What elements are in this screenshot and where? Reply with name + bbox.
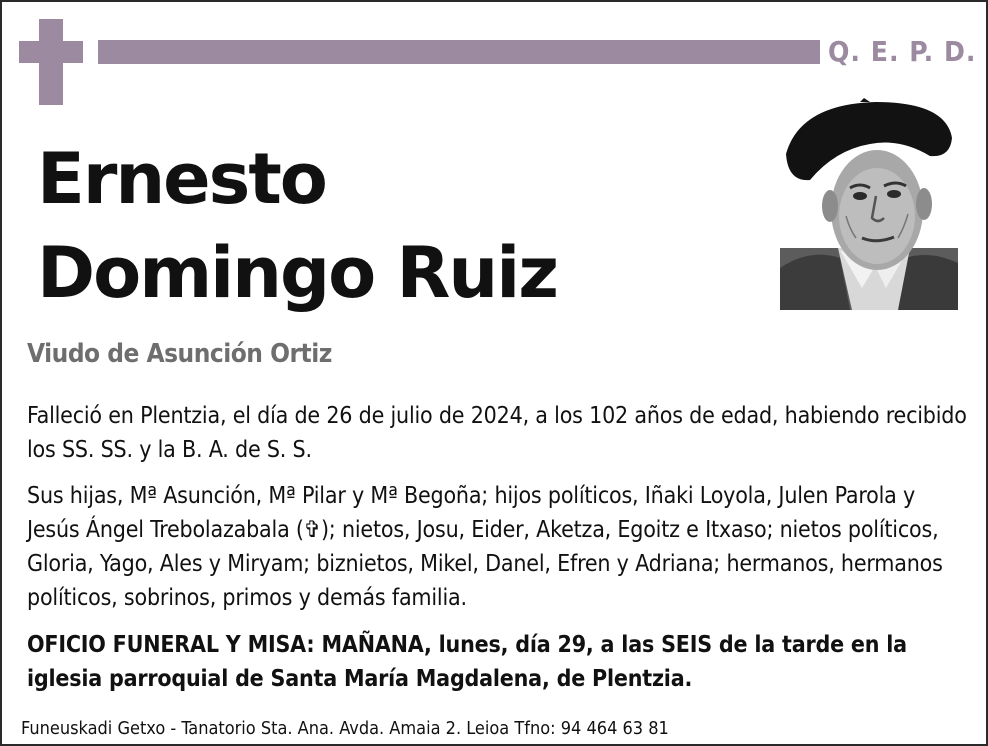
- surnames: Domingo Ruiz: [37, 232, 558, 314]
- qepd-label: Q. E. P. D.: [828, 35, 977, 68]
- portrait-photo: [780, 98, 958, 310]
- funeral-service-paragraph: OFICIO FUNERAL Y MISA: MAÑANA, lunes, día 29, a las SEIS de la tarde en la iglesia parroquial de Santa María Magdalena, de Plentzia.: [27, 632, 907, 692]
- widower-subtitle: Viudo de Asunción Ortiz: [27, 339, 332, 369]
- first-name: Ernesto: [37, 138, 326, 220]
- death-notice-paragraph: Falleció en Plentzia, el día de 26 de julio de 2024, a los 102 años de edad, habiendo recibido los SS. SS. y la B. A. de S. S.: [27, 403, 967, 463]
- latin-cross-icon: [19, 19, 83, 105]
- funeral-home-footer: Funeuskadi Getxo - Tanatorio Sta. Ana. Avda. Amaia 2. Leioa Tfno: 94 464 63 81: [21, 718, 669, 739]
- header-rule: [98, 40, 820, 64]
- family-text-end: ); nietos, Josu, Eider, Aketza, Egoitz e Itxaso; nietos políticos, Gloria, Yago, Ales y Miryam; biznietos, Mikel, Danel, Efren y Adriana; hermanos, hermanos políticos, sobrinos, primos y demás familia.: [27, 517, 943, 611]
- family-paragraph: [27, 479, 972, 615]
- family-text-start: Sus hijas, Mª Asunción, Mª Pilar y Mª Begoña; hijos políticos, Iñaki Loyola, Julen Parola y Jesús Ángel Trebolazabala (: [27, 483, 916, 543]
- small-cross-icon: ✞: [303, 517, 321, 543]
- deceased-name: [37, 132, 557, 320]
